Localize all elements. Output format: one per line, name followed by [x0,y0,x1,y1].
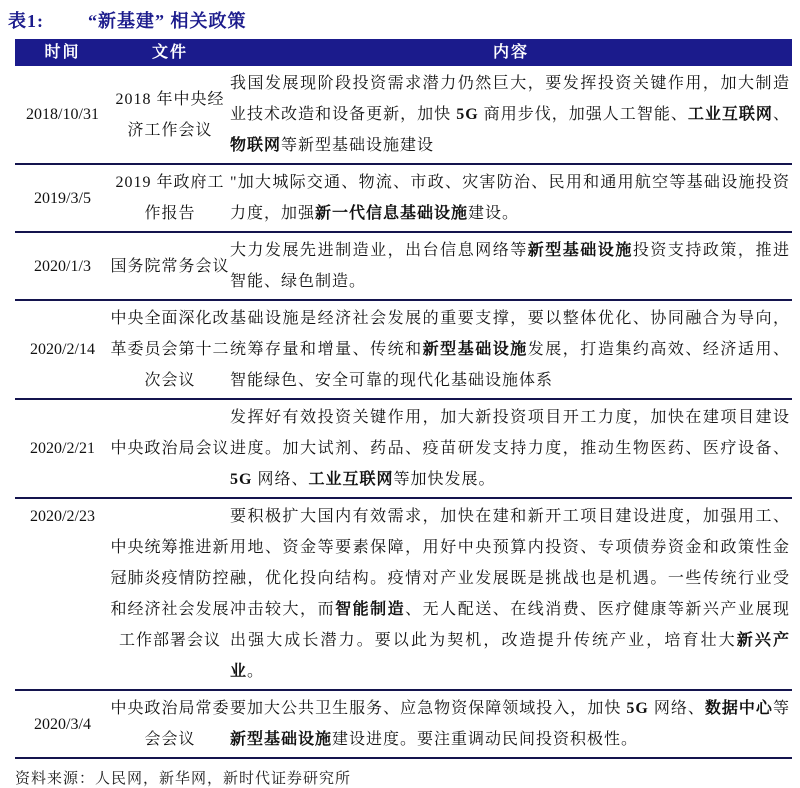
table-caption: “新基建” 相关政策 [88,11,247,31]
row-content [230,167,792,229]
table-row [15,400,792,499]
content-keyword: 5G [626,700,649,717]
table-row [15,66,792,165]
table-row [15,301,792,400]
content-keyword: 新一代信息基础设施 [315,205,469,222]
content-keyword: 智能制造 [335,601,406,618]
content-keyword: 新型基础设施 [422,341,528,358]
content-keyword: 新兴产业 [230,632,790,680]
content-text: 我国发展现阶段投资需求潜力仍然巨大，要发挥投资关键作用，加大制造业技术改造和设备更新，加快 [230,75,790,123]
content-text: 网络、 [648,700,705,717]
content-text: "加大城际交通、物流、市政、灾害防治、民用和通用航空等基础设施投资力度，加强 [230,174,790,222]
row-content [230,235,792,297]
row-date: 2020/2/23 [30,508,95,525]
content-text: 大力发展先进制造业，出台信息网络等 [230,242,528,259]
content-keyword: 5G [230,471,253,488]
content-text: 等新型基础设施建设 [281,137,435,154]
content-text: 、无人配送、在线消费、医疗健康等新兴产业展现出强大成长潜力。要以此为契机，改造提升传统产业，培育壮大 [230,601,790,649]
source-note: 资料来源：人民网，新华网，新时代证券研究所 [15,771,352,787]
row-document: 中央政治局常委会会议 [110,700,230,748]
table-title [0,0,800,39]
table-row [15,233,792,301]
content-text: 建设进度。要注重调动民间投资积极性。 [332,731,639,748]
header-document: 文件 [151,44,188,61]
content-text: 等加快发展。 [393,471,496,488]
content-text: 基础设施是经济社会发展的重要支撑，要以整体优化、协同融合为导向，统筹存量和增量、传统和 [230,310,790,358]
row-document: 2019 年政府工作报告 [115,174,225,222]
row-date: 2020/2/21 [30,440,95,457]
row-date: 2020/2/14 [30,341,95,358]
header-content: 内容 [492,44,529,61]
content-text: 要积极扩大国内有效需求，加快在建和新开工项目建设进度，加强用工、用地、资金等要素保障，用好中央预算内投资、专项债券资金和政策性金融，优化投向结构。疫情对产业发展既是挑战也是机遇。一些传统行业受冲击较大，而 [230,508,790,618]
content-keyword: 新型基础设施 [230,731,333,748]
content-text: 。 [247,663,265,680]
content-text: 、 [772,106,790,123]
policy-table [15,39,792,759]
content-text: 网络、 [252,471,309,488]
row-date: 2020/3/4 [34,715,91,733]
row-content [230,303,792,396]
row-content [230,68,792,161]
content-text: 商用步伐，加强人工智能、 [478,106,688,123]
content-keyword: 工业互联网 [308,471,394,488]
table-header-row [15,39,792,66]
table-row [15,691,792,759]
row-document: 中央统筹推进新冠肺炎疫情防控和经济社会发展工作部署会议 [110,539,230,649]
row-document: 2018 年中央经济工作会议 [115,90,225,139]
row-document: 中央政治局会议 [110,440,230,457]
content-keyword: 数据中心 [704,700,773,717]
content-keyword: 物联网 [230,137,282,154]
content-text: 要加大公共卫生服务、应急物资保障领域投入，加快 [230,700,627,717]
row-date: 2018/10/31 [26,106,99,123]
content-keyword: 新型基础设施 [527,242,633,259]
row-document: 国务院常务会议 [110,257,230,275]
table-row [15,499,792,691]
content-text: 等 [772,700,790,717]
row-date: 2020/1/3 [34,257,91,275]
content-keyword: 工业互联网 [687,106,773,123]
table-number: 表1: [8,11,44,31]
row-content [230,402,792,495]
content-keyword: 5G [456,106,479,123]
row-content [230,693,792,755]
content-text: 建设。 [468,205,520,222]
content-text: 发挥好有效投资关键作用，加大新投资项目开工力度，加快在建项目建设进度。加大试剂、药品、疫苗研发支持力度，推动生物医药、医疗设备、 [230,409,790,457]
row-date: 2019/3/5 [34,189,91,207]
table-body [15,66,792,759]
table-row [15,165,792,233]
content-text: 投资支持政策，推进智能、绿色制造。 [230,242,790,290]
row-content [230,501,792,687]
content-text: 发展，打造集约高效、经济适用、智能绿色、安全可靠的现代化基础设施体系 [230,341,790,389]
header-time: 时间 [44,44,81,61]
row-document: 中央全面深化改革委员会第十二次会议 [110,310,230,389]
